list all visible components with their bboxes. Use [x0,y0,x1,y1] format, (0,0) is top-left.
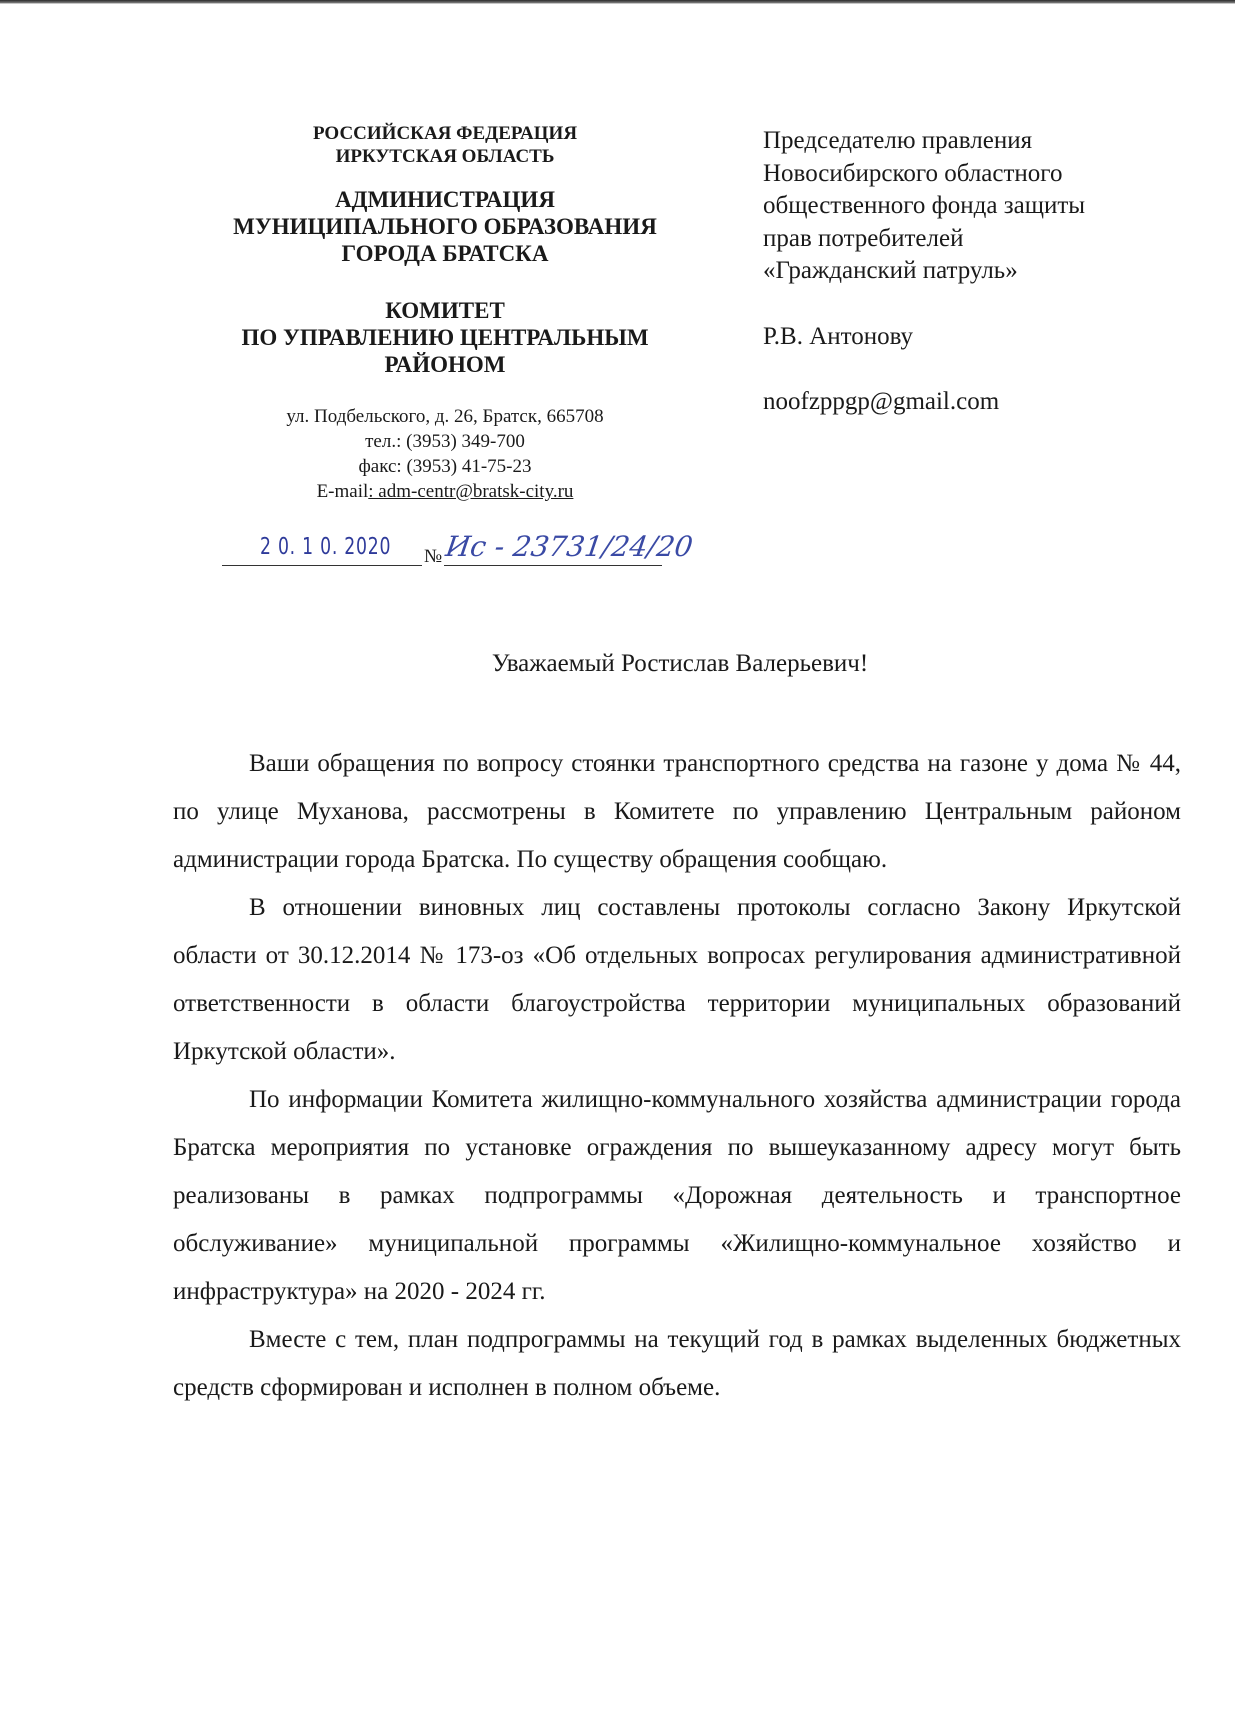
registration-date-stamp: 2 0. 1 0. 2020 [260,534,392,560]
recipient-line: Председателю правления [763,127,1033,154]
salutation: Уважаемый Ростислав Валерьевич! [491,650,869,677]
letterhead-admin-line: МУНИЦИПАЛЬНОГО ОБРАЗОВАНИЯ [233,214,657,239]
letterhead-committee-line: ПО УПРАВЛЕНИЮ ЦЕНТРАЛЬНЫМ [241,325,649,350]
letter-paragraph: В отношении виновных лиц составлены протоколы согласно Закону Иркутской области от 30.12.2014 № 173-оз «Об отдельных вопросах регулирования административной ответственности в области благоустройства территории муниципальных образований Иркутской области». [173,894,1181,1065]
letterhead [200,122,690,504]
date-underline [222,565,422,566]
letter-paragraph: Вместе с тем, план подпрограммы на текущий год в рамках выделенных бюджетных средств сформирован и исполнен в полном объеме. [173,1326,1181,1401]
sender-email-label: E-mail [316,481,369,502]
recipient-line: прав потребителей [763,224,964,252]
scan-edge [0,0,1235,4]
letterhead-admin-line: ГОРОДА БРАТСКА [341,241,549,266]
sender-email-link[interactable]: : adm-centr@bratsk-city.ru [368,481,574,502]
number-underline [444,565,662,566]
recipient-line: общественного фонда защиты [763,192,1086,219]
number-sign: № [424,546,443,567]
letterhead-region: ИРКУТСКАЯ ОБЛАСТЬ [335,146,555,167]
letter-paragraph: По информации Комитета жилищно-коммунального хозяйства администрации города Братска мероприятия по установке ограждения по вышеуказанному адресу могут быть реализованы в рамках подпрограммы «Дорожная деятельность и транспортное обслуживание» муниципальной программы «Жилищно-коммунальное хозяйство и инфраструктура» на 2020 - 2024 гг. [173,1086,1181,1305]
registration-line [222,530,702,570]
letterhead-committee-line: РАЙОНОМ [384,352,506,377]
recipient-name: Р.В. Антонову [763,322,914,350]
letter-paragraph: Ваши обращения по вопросу стоянки транспортного средства на газоне у дома № 44, по улице Муханова, рассмотрены в Комитете по управлению Центральным районом администрации города Братска. По существу обращения сообщаю. [173,750,1181,873]
letterhead-committee-line: КОМИТЕТ [385,298,505,323]
letterhead-admin-line: АДМИНИСТРАЦИЯ [335,187,555,212]
recipient-block [763,125,1183,419]
recipient-email[interactable]: noofzppgp@gmail.com [763,388,1000,415]
sender-email [200,479,690,504]
letterhead-country: РОССИЙСКАЯ ФЕДЕРАЦИЯ [312,123,578,144]
recipient-line: «Гражданский патруль» [763,257,1018,284]
sender-phone: тел.: (3953) 349-700 [365,431,525,452]
recipient-line: Новосибирского областного [763,159,1063,187]
sender-address: ул. Подбельского, д. 26, Братск, 665708 [286,406,604,427]
registration-number-handwritten: Ис - 23731/24/20 [443,530,695,563]
sender-fax: факс: (3953) 41-75-23 [358,456,532,477]
letter-body [173,740,1181,1412]
